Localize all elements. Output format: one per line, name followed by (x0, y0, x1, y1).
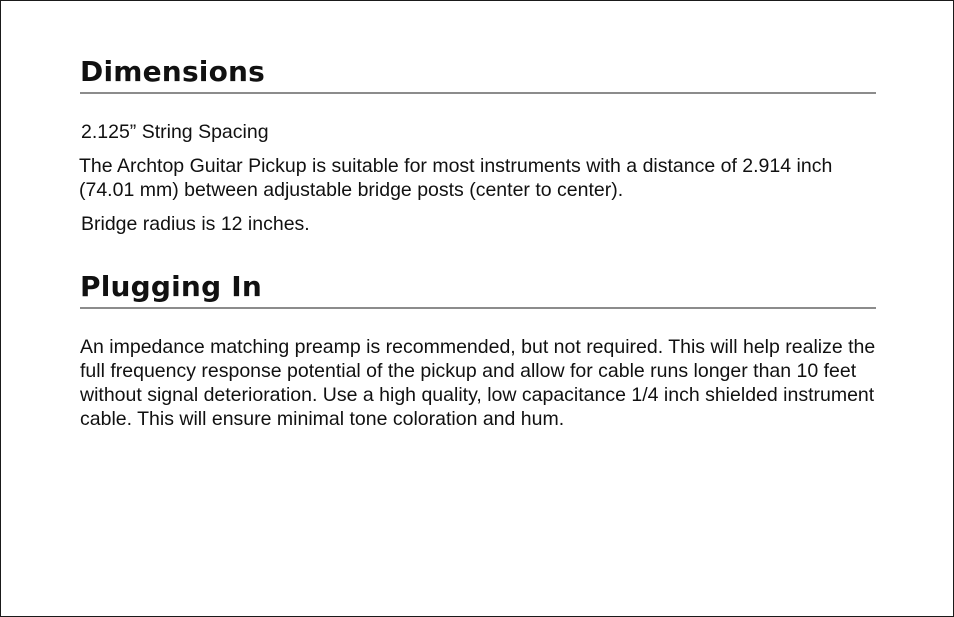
bridge-radius-text: Bridge radius is 12 inches. (81, 213, 310, 235)
string-spacing-text: 2.125” String Spacing (81, 121, 269, 143)
dimensions-heading: Dimensions (80, 55, 266, 88)
archtop-suitability-text: The Archtop Guitar Pickup is suitable for most instruments with a distance of 2.914 inch (74.01 mm) between adjustable bridge posts (center to center). (79, 155, 833, 201)
dimensions-divider (80, 92, 876, 94)
plugging-in-divider (80, 307, 876, 309)
plugging-in-heading: Plugging In (80, 270, 263, 303)
preamp-recommendation-text: An impedance matching preamp is recommended, but not required. This will help realize the full frequency response potential of the pickup and allow for cable runs longer than 10 feet without signal deterioration. Use a high quality, low capacitance 1/4 inch shielded instrument cable. This will ensure minimal tone coloration and hum. (80, 336, 876, 430)
section-plugging-in (80, 270, 876, 430)
section-dimensions (79, 55, 876, 235)
